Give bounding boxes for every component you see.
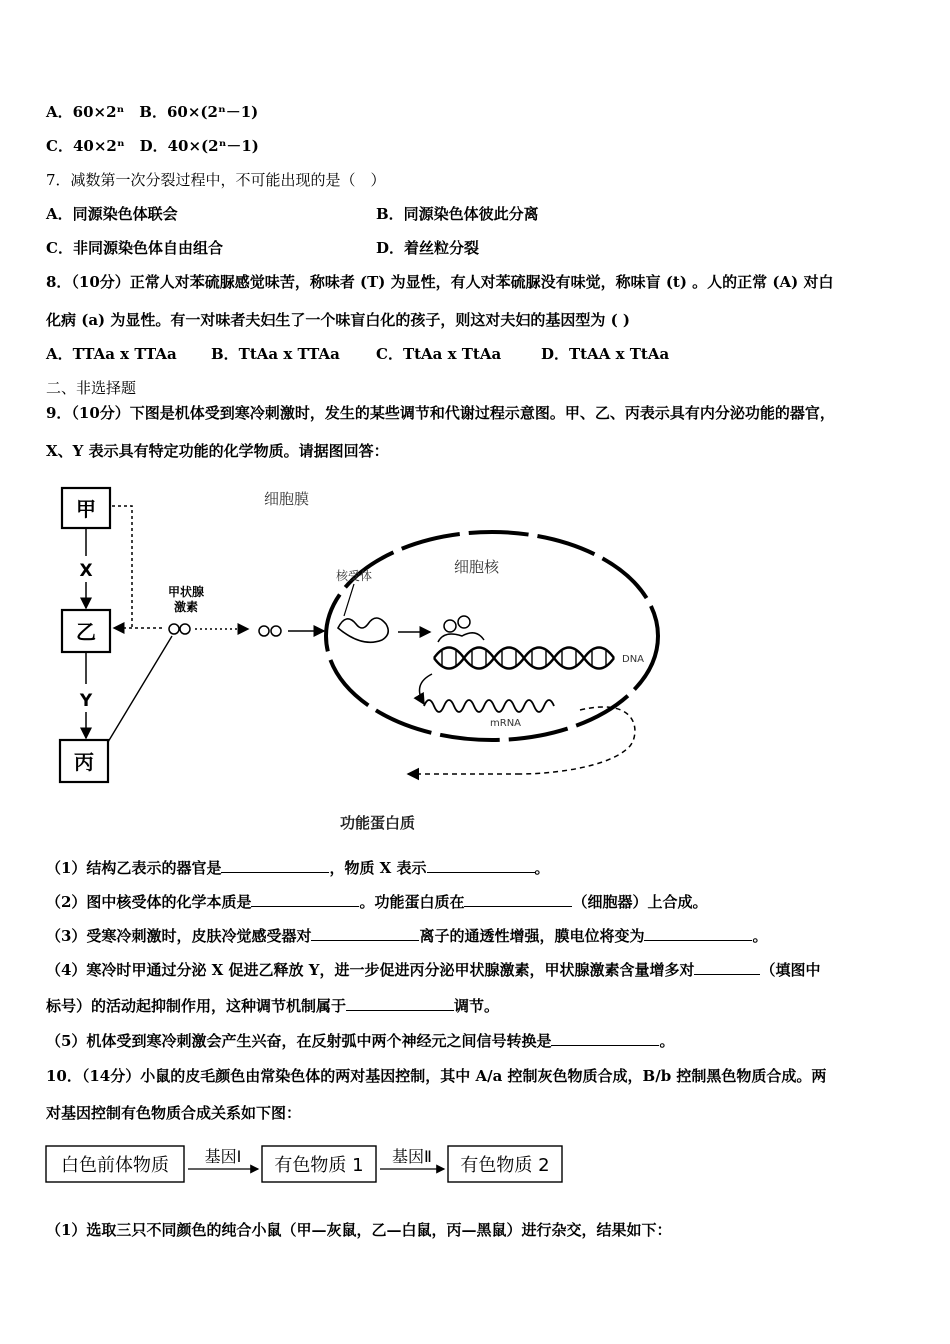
- q9-sub2: [46, 892, 707, 912]
- q6-options-row2: C．40×2ⁿ D．40×(2ⁿ－1): [46, 137, 259, 155]
- flow-box-3-label: 有色物质 2: [460, 1155, 550, 1176]
- q10-line2: 对基因控制有色物质合成关系如下图：: [46, 1104, 302, 1122]
- q10-line1: 10．（14分）小鼠的皮毛颜色由常染色体的两对基因控制，其中 A/a 控制灰色物质合成，B/b 控制黑色物质合成。两: [46, 1067, 827, 1085]
- hormone-molecule-a: [169, 624, 179, 634]
- q9-sub2-blank1[interactable]: [251, 892, 359, 907]
- q9-sub3-blank2[interactable]: [644, 926, 752, 941]
- q9-sub3-a: （3）受寒冷刺激时，皮肤冷觉感受器对: [46, 927, 312, 945]
- q7-option-a: A．同源染色体联会: [46, 205, 178, 223]
- protein-label: 功能蛋白质: [340, 814, 416, 832]
- receptor-pointer: [344, 584, 354, 616]
- line-bing-hormone: [108, 636, 172, 742]
- q9-sub4-line2: [46, 996, 499, 1016]
- q9-sub3-c: 。: [752, 927, 768, 945]
- q8-option-d: D．TtAA x TtAa: [541, 345, 670, 363]
- membrane-label: 细胞膜: [264, 490, 310, 508]
- q9-sub1-blank1[interactable]: [221, 858, 329, 873]
- q7-option-c: C．非同源染色体自由组合: [46, 239, 223, 257]
- q9-sub1: [46, 858, 550, 878]
- q9-sub5: [46, 1031, 674, 1051]
- q9-sub2-blank2[interactable]: [464, 892, 572, 907]
- q8-line2: 化病 (a) 为显性。有一对味者夫妇生了一个味盲白化的孩子，则这对夫妇的基因型为 ( ): [46, 311, 631, 329]
- q9-sub5-b: 。: [659, 1032, 675, 1050]
- q9-sub1-b: ，物质 X 表示: [329, 859, 427, 877]
- q9-sub5-a: （5）机体受到寒冷刺激会产生兴奋，在反射弧中两个神经元之间信号转换是: [46, 1032, 552, 1050]
- hormone-label: 甲状腺: [167, 585, 205, 599]
- feedback-dotted-jia: [112, 506, 132, 628]
- q9-sub2-c: （细胞器）上合成。: [572, 893, 708, 911]
- q9-sub2-a: （2）图中核受体的化学本质是: [46, 893, 252, 911]
- q9-sub1-a: （1）结构乙表示的器官是: [46, 859, 222, 877]
- q9-sub4-b: （填图中: [760, 961, 821, 979]
- q7-option-b: B．同源染色体彼此分离: [376, 205, 539, 223]
- q7-option-d: D．着丝粒分裂: [376, 239, 480, 257]
- label-y: Y: [79, 691, 93, 711]
- q9-sub3-blank1[interactable]: [311, 926, 419, 941]
- nucleus-label: 细胞核: [454, 558, 500, 576]
- dna-label: DNA: [622, 654, 645, 665]
- q9-sub4-blank1[interactable]: [694, 960, 760, 975]
- flow-gene-1: 基因Ⅰ: [204, 1147, 242, 1166]
- mrna-strand: [424, 700, 554, 712]
- q9-sub4-d: 调节。: [454, 997, 500, 1015]
- hormone-molecule-b: [180, 624, 190, 634]
- q9-sub4-line1: [46, 960, 820, 980]
- hormone-molecule-d: [271, 626, 281, 636]
- q7-stem: [46, 170, 386, 190]
- flow-box-1-label: 白色前体物质: [61, 1155, 169, 1176]
- q7-stem-text: 7．减数第一次分裂过程中，不可能出现的是（ ）: [46, 171, 386, 189]
- q9-sub3: [46, 926, 767, 946]
- q9-line1: 9．（10分）下图是机体受到寒冷刺激时，发生的某些调节和代谢过程示意图。甲、乙、丙表示具有内分泌功能的器官，: [46, 404, 835, 422]
- q9-sub1-c: 。: [534, 859, 550, 877]
- q10-sub1: （1）选取三只不同颜色的纯合小鼠（甲—灰鼠，乙—白鼠，丙—黑鼠）进行杂交，结果如下：: [46, 1221, 672, 1239]
- complex-body: [438, 633, 484, 642]
- q10-flow-diagram: [40, 1138, 580, 1188]
- box-yi-label: 乙: [76, 620, 96, 644]
- q9-sub4-a: （4）寒冷时甲通过分泌 X 促进乙释放 Y，进一步促进丙分泌甲状腺激素，甲状腺激素含量增多对: [46, 961, 695, 979]
- q9-diagram: [40, 478, 680, 838]
- receptor-shape: [338, 618, 388, 642]
- hormone-molecule-c: [259, 626, 269, 636]
- label-x: X: [79, 561, 93, 581]
- dna-strand-b: [434, 648, 614, 669]
- hormone-label-2: 激素: [173, 600, 199, 614]
- q9-line2: X、Y 表示具有特定功能的化学物质。请据图回答：: [46, 442, 389, 460]
- q6-options-row1: A．60×2ⁿ B．60×(2ⁿ－1): [46, 103, 259, 121]
- mrna-label: mRNA: [490, 718, 522, 729]
- section-heading: 二、非选择题: [46, 379, 137, 397]
- q9-sub4-blank2[interactable]: [346, 996, 454, 1011]
- q8-option-a: A．TTAa x TTAa: [46, 345, 177, 363]
- flow-box-2-label: 有色物质 1: [274, 1155, 364, 1176]
- complex-bubble-b: [458, 616, 470, 628]
- q9-sub1-blank2[interactable]: [427, 858, 535, 873]
- q8-line1: 8．（10分）正常人对苯硫脲感觉味苦，称味者 (T) 为显性，有人对苯硫脲没有味觉，称味盲 (t) 。人的正常 (A) 对白: [46, 273, 834, 291]
- box-jia-label: 甲: [76, 497, 96, 521]
- box-bing-label: 丙: [74, 750, 94, 774]
- q9-sub3-b: 离子的通透性增强，膜电位将变为: [419, 927, 645, 945]
- q9-sub5-blank1[interactable]: [551, 1031, 659, 1046]
- q8-option-b: B．TtAa x TTAa: [211, 345, 340, 363]
- q9-sub4-c: 标号）的活动起抑制作用，这种调节机制属于: [46, 997, 347, 1015]
- receptor-label: 核受体: [336, 569, 373, 583]
- q9-sub2-b: 。功能蛋白质在: [359, 893, 465, 911]
- mrna-export-arc: [520, 707, 635, 774]
- q8-option-c: C．TtAa x TtAa: [376, 345, 502, 363]
- complex-bubble-a: [444, 620, 456, 632]
- flow-gene-2: 基因Ⅱ: [392, 1147, 432, 1166]
